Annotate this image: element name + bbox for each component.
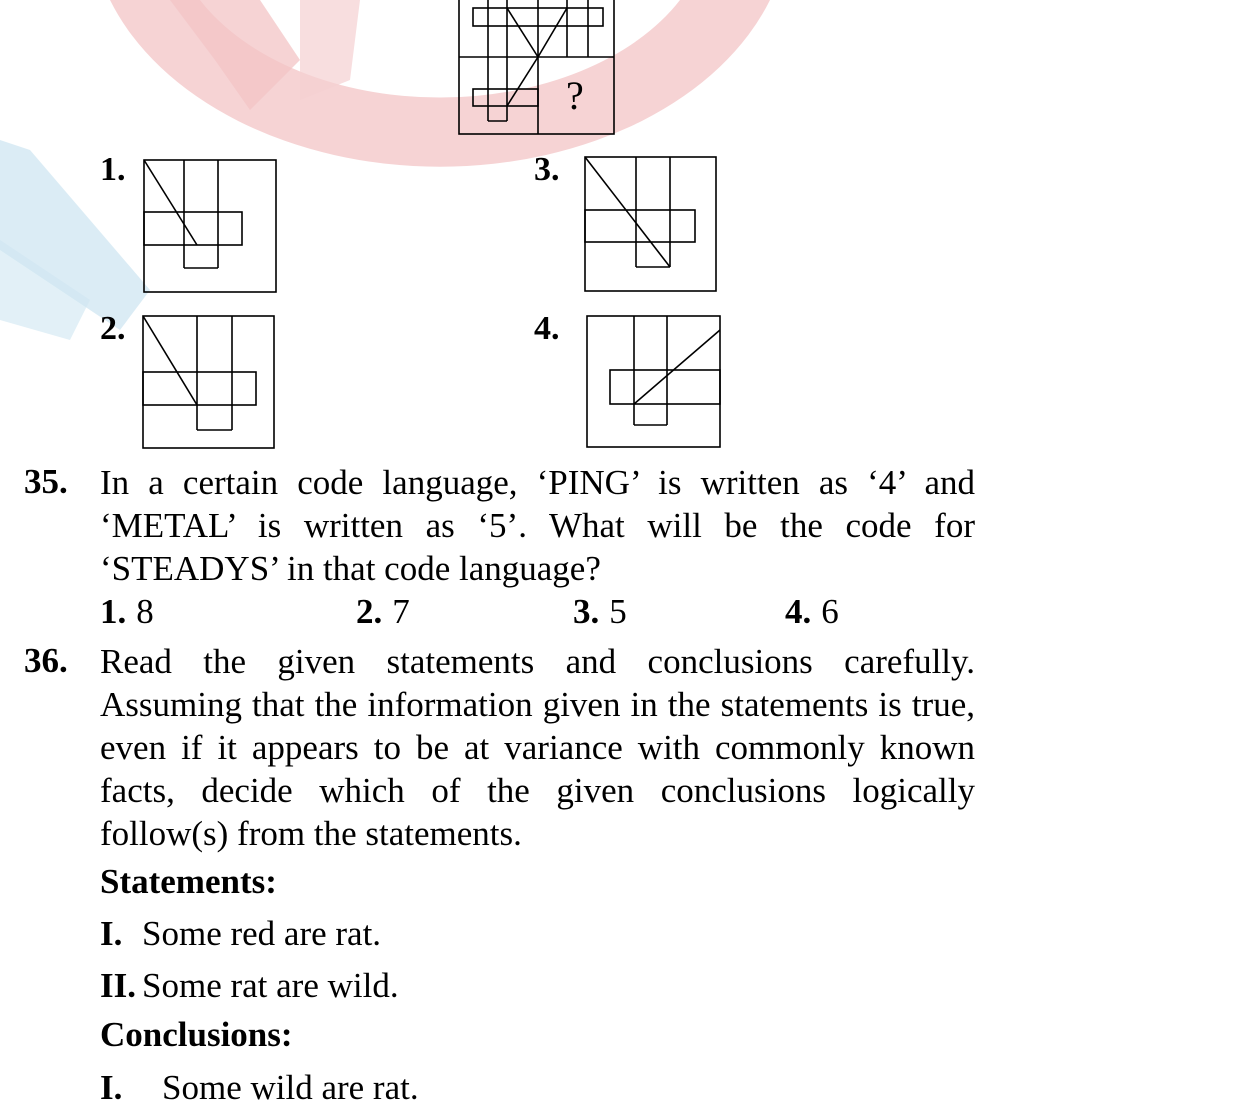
statements-heading: Statements: <box>100 862 277 901</box>
option-label: 2. <box>100 310 126 347</box>
statement: II. Some rat are wild. <box>100 966 399 1005</box>
option-number: 2. <box>356 592 383 631</box>
option-label: 4. <box>534 310 560 347</box>
answer-option[interactable] <box>785 592 839 632</box>
option-number: 4. <box>785 592 812 631</box>
answer-option[interactable] <box>573 592 627 632</box>
question-number: 36. <box>24 641 68 680</box>
option-figure-2[interactable] <box>141 314 279 452</box>
question-mark: ? <box>566 73 584 118</box>
question-text: In a certain code language, ‘PING’ is written as ‘4’ and ‘METAL’ is written as ‘5’. What will be the code for ‘STEADYS’ in that code language? <box>100 463 975 588</box>
question-number: 35. <box>24 462 68 501</box>
answer-option[interactable] <box>100 592 154 632</box>
statement: I. Some red are rat. <box>100 914 382 953</box>
option-number: 1. <box>100 592 127 631</box>
option-value: 7 <box>392 592 410 631</box>
answer-option[interactable] <box>356 592 410 632</box>
option-value: 8 <box>136 592 154 631</box>
option-number: 3. <box>573 592 600 631</box>
option-value: 6 <box>821 592 839 631</box>
question-text: Read the given statements and conclusions carefully. Assuming that the information given in the statements is true, even if it appears to be at variance with commonly known facts, decide which of the given conclusions logically follow(s) from the statements. <box>100 642 975 853</box>
option-value: 5 <box>609 592 627 631</box>
option-label: 3. <box>534 151 560 188</box>
conclusion: I. Some wild are rat. <box>100 1068 419 1107</box>
option-figure-1[interactable] <box>142 158 280 296</box>
option-label: 1. <box>100 151 126 188</box>
option-figure-3[interactable] <box>583 155 721 295</box>
question-figure <box>455 0 620 140</box>
option-figure-4[interactable] <box>585 314 723 450</box>
conclusions-heading: Conclusions: <box>100 1015 293 1054</box>
